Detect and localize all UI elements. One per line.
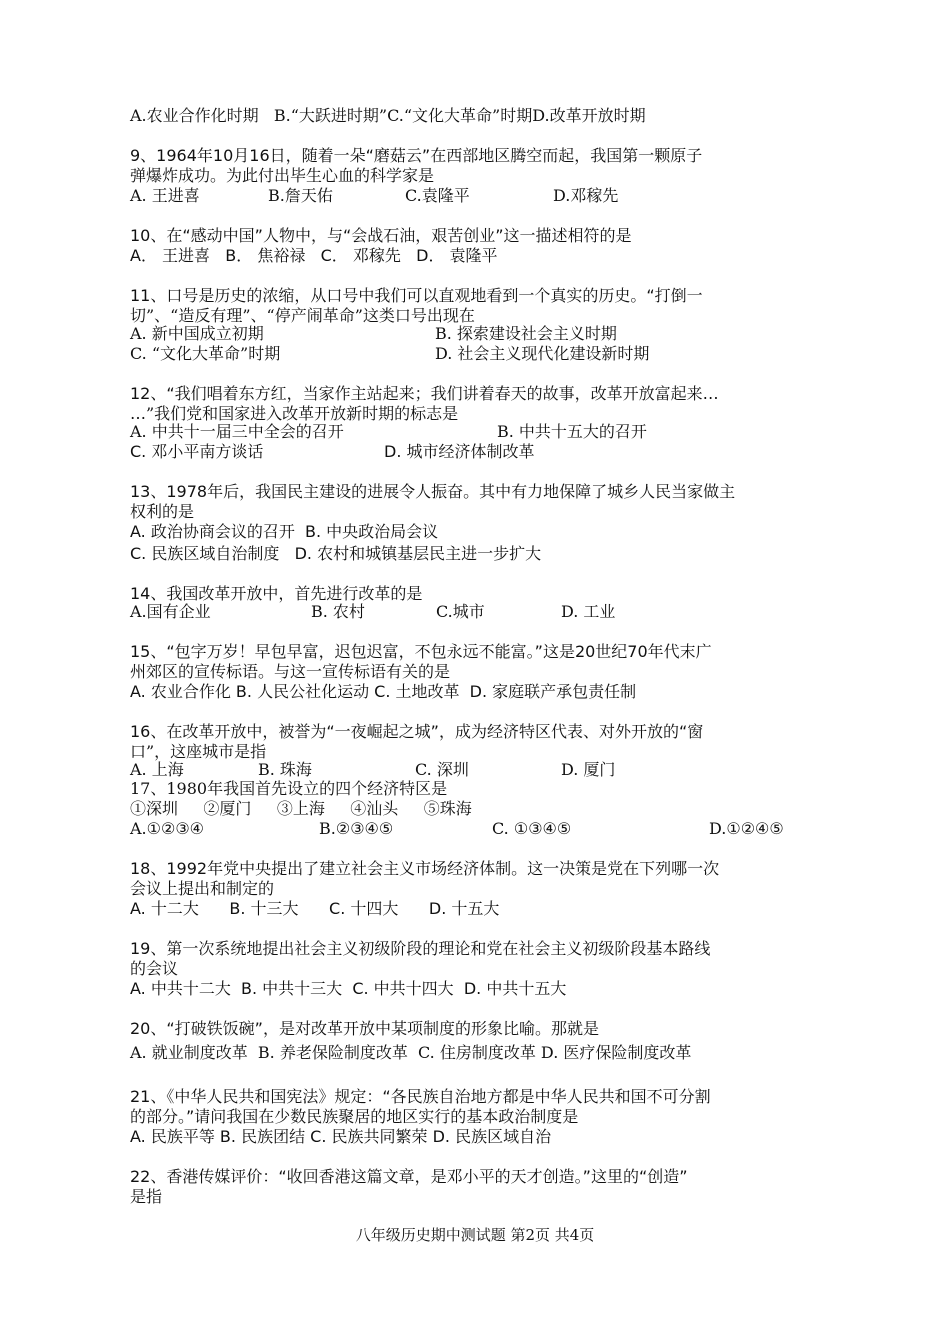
question-text-line: 权利的是 xyxy=(130,502,195,521)
question-text-line: 13、1978年后，我国民主建设的进展令人振奋。其中有力地保障了城乡人民当家做主 xyxy=(130,482,736,501)
question-text-line: 是指 xyxy=(130,1187,163,1206)
question-text-line: 17、1980年我国首先设立的四个经济特区是 xyxy=(130,779,448,798)
question-text-line: B.詹天佑 xyxy=(268,186,333,205)
question-text-line: 22、香港传媒评价：“收回香港这篇文章，是邓小平的天才创造。”这里的“创造” xyxy=(130,1167,688,1186)
question-text-line: …”我们党和国家进入改革开放新时期的标志是 xyxy=(130,404,459,423)
question-text-line: B.②③④⑤ xyxy=(319,819,394,838)
question-text-line: B. 农村 xyxy=(311,602,365,621)
question-text-line: D. 工业 xyxy=(561,602,616,621)
question-text-line: A. 中共十一届三中全会的召开 xyxy=(130,422,344,441)
question-text-line: D. 城市经济体制改革 xyxy=(384,442,535,461)
question-text-line: 9、1964年10月16日，随着一朵“磨菇云”在西部地区腾空而起，我国第一颗原子 xyxy=(130,146,703,165)
question-text-line: 15、“包字万岁！早包早富，迟包迟富，不包永远不能富。”这是20世纪70年代末广 xyxy=(130,642,712,661)
page-footer: 八年级历史期中测试题 第2页 共4页 xyxy=(355,1226,595,1244)
question-text-line: C. 深圳 xyxy=(415,760,469,779)
question-text-line: C. ①③④⑤ xyxy=(492,819,572,838)
question-text-line: C. 民族区域自治制度 D. 农村和城镇基层民主进一步扩大 xyxy=(130,544,542,563)
question-text-line: A. 上海 xyxy=(130,760,184,779)
question-text-line: 21、《中华人民共和国宪法》规定：“各民族自治地方都是中华人民共和国不可分割 xyxy=(130,1087,711,1106)
question-text-line: B. 中共十五大的召开 xyxy=(497,422,647,441)
question-text-line: A. 政治协商会议的召开 B. 中央政治局会议 xyxy=(130,522,439,541)
question-text-line: 10、在“感动中国”人物中，与“会战石油，艰苦创业”这一描述相符的是 xyxy=(130,226,632,245)
question-text-line: A.①②③④ xyxy=(130,819,205,838)
question-text-line: A. 新中国成立初期 xyxy=(130,324,264,343)
question-text-line: 11、口号是历史的浓缩，从口号中我们可以直观地看到一个真实的历史。“打倒一 xyxy=(130,286,703,305)
question-text-line: B. 探索建设社会主义时期 xyxy=(435,324,617,343)
question-text-line: 14、我国改革开放中，首先进行改革的是 xyxy=(130,584,423,603)
question-text-line: 切”、“造反有理”、“停产闹革命”这类口号出现在 xyxy=(130,306,475,325)
question-text-line: 的部分。”请问我国在少数民族聚居的地区实行的基本政治制度是 xyxy=(130,1107,579,1126)
question-text-line: A. 农业合作化 B. 人民公社化运动 C. 土地改革 D. 家庭联产承包责任制 xyxy=(130,682,637,701)
question-text-line: 20、“打破铁饭碗”，是对改革开放中某项制度的形象比喻。那就是 xyxy=(130,1019,599,1038)
question-text-line: A.国有企业 xyxy=(130,602,211,621)
question-text-line: 18、1992年党中央提出了建立社会主义市场经济体制。这一决策是党在下列哪一次 xyxy=(130,859,720,878)
question-text-line: 16、在改革开放中，被誉为“一夜崛起之城”，成为经济特区代表、对外开放的“窗 xyxy=(130,722,704,741)
question-text-line: D. 厦门 xyxy=(561,760,616,779)
question-text-line: ①深圳 ②厦门 ③上海 ④汕头 ⑤珠海 xyxy=(130,799,472,818)
question-text-line: C.城市 xyxy=(436,602,485,621)
question-text-line: A. 民族平等 B. 民族团结 C. 民族共同繁荣 D. 民族区域自治 xyxy=(130,1127,552,1146)
question-text-line: 口”，这座城市是指 xyxy=(130,742,267,761)
question-text-line: A. 王进喜 xyxy=(130,186,200,205)
question-text-line: 的会议 xyxy=(130,959,179,978)
question-text-line: A. 十二大 B. 十三大 C. 十四大 D. 十五大 xyxy=(130,899,500,918)
question-text-line: 12、“我们唱着东方红，当家作主站起来；我们讲着春天的故事，改革开放富起来… xyxy=(130,384,719,403)
question-text-line: 会议上提出和制定的 xyxy=(130,879,275,898)
question-text-line: A. 中共十二大 B. 中共十三大 C. 中共十四大 D. 中共十五大 xyxy=(130,979,567,998)
question-text-line: D. 社会主义现代化建设新时期 xyxy=(435,344,650,363)
question-text-line: C.袁隆平 xyxy=(405,186,470,205)
question-text-line: B. 珠海 xyxy=(258,760,312,779)
question-text-line: D.①②④⑤ xyxy=(709,819,784,838)
question-text-line: 州郊区的宣传标语。与这一宣传标语有关的是 xyxy=(130,662,451,681)
question-text-line: 弹爆炸成功。为此付出毕生心血的科学家是 xyxy=(130,166,435,185)
question-text-line: A.农业合作化时期 B.“大跃进时期”C.“文化大革命”时期D.改革开放时期 xyxy=(130,106,646,125)
question-text-line: 19、第一次系统地提出社会主义初级阶段的理论和党在社会主义初级阶段基本路线 xyxy=(130,939,711,958)
question-text-line: C. 邓小平南方谈话 xyxy=(130,442,264,461)
question-text-line: A. 就业制度改革 B. 养老保险制度改革 C. 住房制度改革 D. 医疗保险制度改革 xyxy=(130,1043,692,1062)
question-text-line: A． 王进喜 B． 焦裕禄 C． 邓稼先 D． 袁隆平 xyxy=(130,246,498,265)
question-text-line: C. “文化大革命”时期 xyxy=(130,344,281,363)
question-text-line: D.邓稼先 xyxy=(553,186,619,205)
